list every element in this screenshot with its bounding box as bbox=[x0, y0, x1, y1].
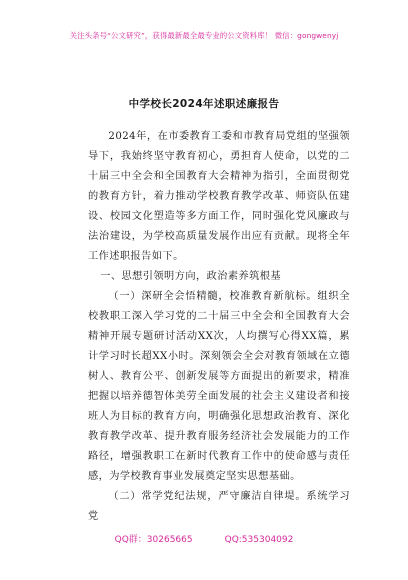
document-body bbox=[88, 127, 350, 527]
subsection-paragraph-1: （一）深研全会悟精髓，校准教育新航标。组织全校教职工深入学习党的二十届三中全会和全国教育大会精神开展专题研讨活动XX次，人均撰写心得XX篇，累计学习时长超XX小时。深刻领会全会对教育领域在立德树人、教育公平、创新发展等方面提出的新要求，精准把握以培养德智体美劳全面发展的社会主义建设者和接班人为目标的教育方向，明确强化思想政治教育、深化教育教学改革、提升教育服务经济社会发展能力的工作路径，增强教职工在新时代教育工作中的使命感与责任感，为学校教育事业发展奠定坚实思想基础。 bbox=[88, 291, 350, 482]
footer-contact bbox=[0, 532, 408, 545]
footer-qq-number: QQ:535304092 bbox=[224, 535, 294, 545]
document-title: 中学校长2024年述职述廉报告 bbox=[128, 98, 280, 110]
header-promo-note: 关注头条号“公文研究”，获得最新最全最专业的公文资料库！ 微信：gongwenyj bbox=[69, 31, 339, 40]
footer-qq-group: QQ群：30265665 bbox=[114, 535, 193, 545]
intro-paragraph: 2024年，在市委教育工委和市教育局党组的坚强领导下，我始终坚守教育初心，勇担育人使命，以党的二十届三中全会和全国教育大会精神为指引，全面贯彻党的教育方针，着力推动学校教育教学改革、师资队伍建设、校园文化塑造等多方面工作，同时强化党风廉政与法治建设，为学校高质量发展作出应有贡献。现将全年工作述职报告如下。 bbox=[88, 131, 350, 262]
section-heading-1: 一、思想引领明方向，政治素养筑根基 bbox=[100, 271, 282, 282]
subsection-paragraph-2: （二）常学党纪法规，严守廉洁自律堤。系统学习党 bbox=[88, 491, 350, 522]
